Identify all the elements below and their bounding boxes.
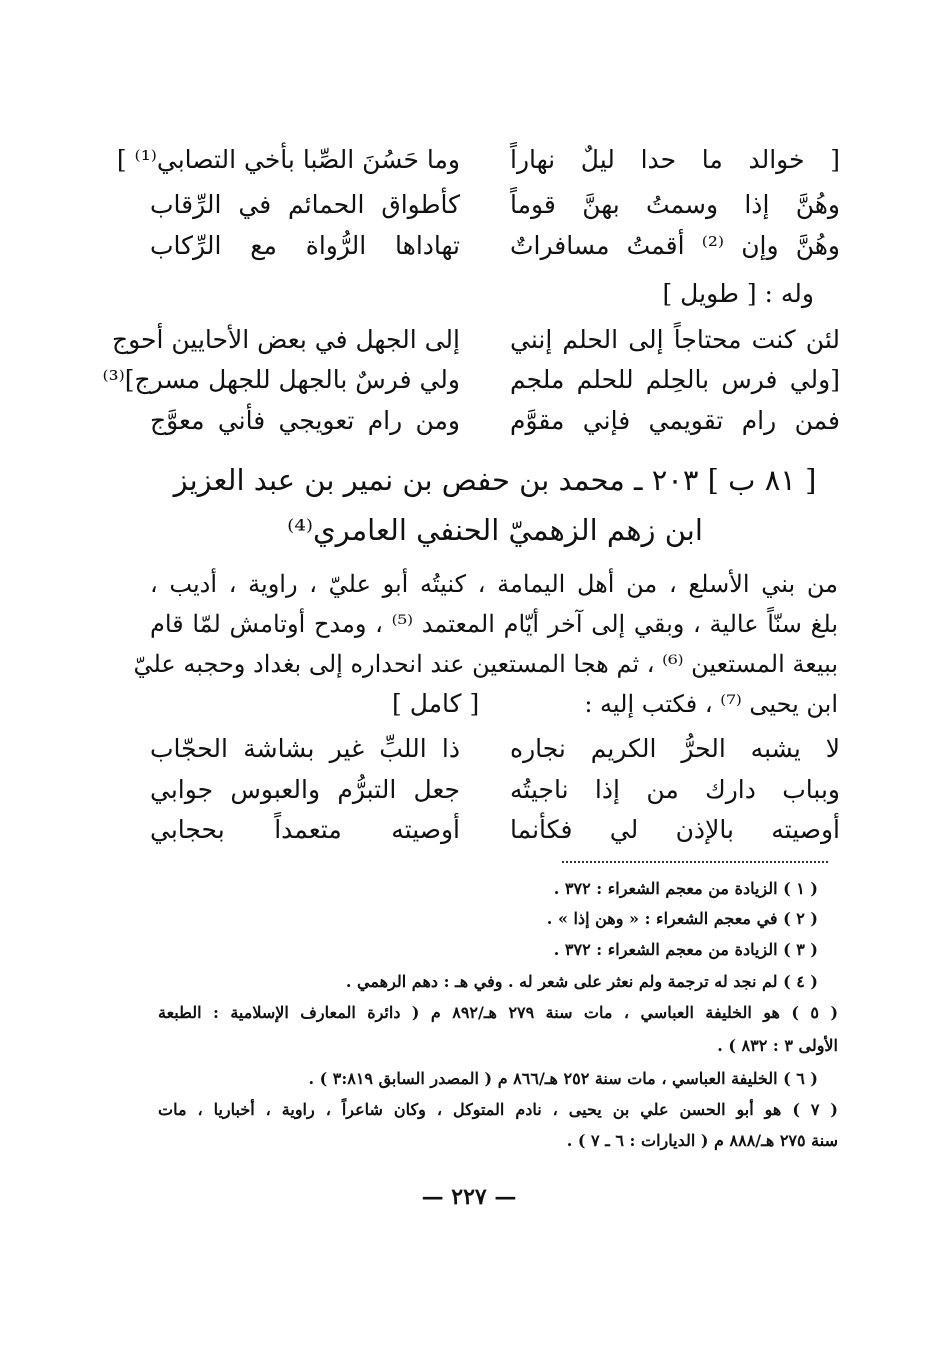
verse-line [112, 322, 840, 358]
verse-second-hemistich: أوصيته متعمداً بحجابي [150, 815, 460, 844]
footnote: ( ٤ ) لم نجد له ترجمة ولم نعثر على شعر له . وفي هـ : دهم الرهمي . [345, 972, 818, 991]
verse-second-hemistich: جعل التبرُّم والعبوس جوابي [150, 775, 460, 804]
verse-line [150, 228, 840, 264]
footnote: ( ٦ ) الخليفة العباسي ، مات سنة ٢٥٢ هـ/٨٦٦ م ( المصدر السابق ٣:٨١٩ ) . [308, 1069, 818, 1088]
prose-line: بلغ سنّاً عالية ، وبقي إلى آخر أيّام المعتمد ⁽⁵⁾ ، ومدح أوتامش لمّا قام [150, 610, 838, 638]
verse-second-hemistich: ومن رام تعويجي فأني معوَّج [150, 406, 460, 435]
footnote-continued: سنة ٢٧٥ هـ/٨٨٨ م ( الديارات : ٦ ـ ٧ ) . [566, 1131, 838, 1150]
verse-second-hemistich: كأطواق الحمائم في الرِّقاب [150, 190, 460, 219]
verse-line [150, 731, 840, 767]
prose-line: ابن يحيى ⁽⁷⁾ ، فكتب إليه : [584, 690, 838, 718]
entry-heading-continued: ابن زهم الزهميّ الحنفي العامري⁽⁴⁾ [287, 513, 703, 547]
verse-first-hemistich: [ خوالد ما حدا ليلٌ نهاراً [510, 145, 840, 174]
verse-second-hemistich: إلى الجهل في بعض الأحايين أحوج [112, 325, 460, 354]
prose-line: من بني الأسلع ، من أهل اليمامة ، كنيتُه أبو عليّ ، راوية ، أديب ، [150, 570, 838, 598]
footnote: ( ٢ ) في معجم الشعراء : « وهن إذا » . [546, 909, 818, 928]
footnote-continued: الأولى ٣ : ٨٣٢ ) . [717, 1036, 838, 1055]
meter-label: [ كامل ] [392, 689, 480, 718]
verse-second-hemistich: وما حَسُنَ الصِّبا بأخي التصابي⁽¹⁾ ] [116, 145, 460, 174]
verse-line [150, 403, 840, 439]
verse-second-hemistich: تهاداها الرُّواة مع الرِّكاب [150, 231, 460, 260]
footnote: ( ٧ ) هو أبو الحسن علي بن يحيى ، نادم المتوكل ، وكان شاعراً ، راوية ، أخباريا ، مات [158, 1100, 839, 1119]
verse-line [150, 812, 840, 848]
verse-second-hemistich: ذا اللبِّ غير بشاشة الحجّاب [150, 734, 460, 763]
verse-first-hemistich: أوصيته بالإذن لي فكأنما [510, 815, 840, 844]
footnote-separator [562, 861, 828, 863]
page-number: — ٢٢٧ — [421, 1184, 517, 1210]
verse-first-hemistich: [ولي فرس بالحِلم للحلم ملجم [510, 365, 840, 394]
verse-line [150, 772, 840, 808]
entry-heading: [ ٨١ ب ] ٢٠٣ ـ محمد بن حفص بن نمير بن عبد العزيز [173, 463, 817, 497]
footnote: ( ٥ ) هو الخليفة العباسي ، مات سنة ٢٧٩ هـ/٨٩٢ م ( دائرة المعارف الإسلامية : الطبعة [158, 1003, 839, 1022]
verse-second-hemistich: ولي فرسٌ بالجهل للجهل مسرج]⁽³⁾ [102, 365, 460, 394]
verse-first-hemistich: لا يشبه الحرُّ الكريم نجاره [510, 734, 840, 763]
footnote: ( ٣ ) الزيادة من معجم الشعراء : ٣٧٢ . [553, 940, 818, 959]
verse-first-hemistich: فمن رام تقويمي فإني مقوَّم [510, 406, 840, 435]
verse-first-hemistich: وبباب دارك من إذا ناجيتُه [510, 775, 840, 804]
verse-first-hemistich: وهُنَّ وإن ⁽²⁾ أقمتُ مسافراتٌ [510, 231, 841, 260]
prose-line: ببيعة المستعين ⁽⁶⁾ ، ثم هجا المستعين عند انحداره إلى بغداد وحجبه عليّ [133, 650, 838, 678]
footnote: ( ١ ) الزيادة من معجم الشعراء : ٣٧٢ . [553, 879, 818, 898]
verse-line [102, 362, 840, 398]
verse-line [150, 187, 840, 223]
meter-label: وله : [ طويل ] [662, 279, 814, 308]
verse-first-hemistich: لئن كنت محتاجاً إلى الحلم إنني [510, 325, 840, 354]
verse-line [116, 142, 840, 178]
verse-first-hemistich: وهُنَّ إذا وسمتُ بهنَّ قوماً [510, 190, 840, 219]
